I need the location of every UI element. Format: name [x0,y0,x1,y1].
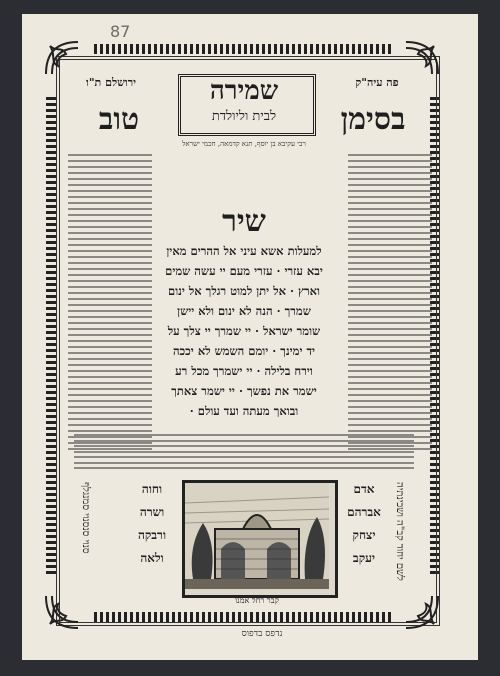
place-line-right: פה עיה"ק [355,76,399,89]
fine-print-line [348,358,432,360]
song-line: ישמר את נפשך · יי ישמר צאתך [171,384,317,398]
patriarch-name: יעקב [352,551,376,565]
tomb-illustration-icon [185,483,329,589]
fine-print-line [68,358,152,360]
fine-print-line [68,172,152,174]
document-sheet [22,14,478,660]
fine-print-line [68,184,152,186]
fine-print-line [348,394,432,396]
fine-print-line [68,292,152,294]
fine-print-line [348,226,432,228]
fine-print-line [348,376,432,378]
fine-print-line [68,220,152,222]
song-line: יד ימינך · יומם השמש לא יככה [172,344,316,358]
fine-print-line [348,316,432,318]
archive-pencil-number: 87 [110,22,131,41]
fine-print-line [348,250,432,252]
fine-print-line [68,316,152,318]
fine-print-line [348,160,432,162]
song-heading: שיר [222,204,266,239]
ornamental-border-top [94,44,394,54]
fine-print-line [74,456,414,458]
good-sign-right: בסימן [340,102,406,137]
fine-print-line [348,418,432,420]
fine-print-line [348,352,432,354]
fine-print-line [348,424,432,426]
fine-print-line [348,346,432,348]
fine-print-line [68,214,152,216]
patriarch-name: יצחק [352,528,376,542]
fine-print-line [68,376,152,378]
fine-print-line [68,160,152,162]
fine-print-line [348,268,432,270]
fine-print-line [348,178,432,180]
fine-print-line [68,424,152,426]
document-subtitle: לבית וליולדת [211,109,277,124]
fine-print-line [68,250,152,252]
fine-print-line [348,400,432,402]
fine-print-line [68,346,152,348]
fine-print-line [348,280,432,282]
fine-print-line [68,238,152,240]
song-line: שמרך · הנה לא ינום ולא יישן [177,304,311,318]
fine-print-line [348,238,432,240]
fine-print-line [68,364,152,366]
fine-print-line [68,322,152,324]
woodcut-caption: קבר רחל אמנו [235,596,279,605]
fine-print-line [348,262,432,264]
fine-print-line [74,445,414,447]
fine-print-line [348,154,432,156]
fine-print-line [68,382,152,384]
fine-print-line [348,388,432,390]
place-line-left: ירושלם ת"ו [86,76,136,89]
song-line: וירח בלילה · יי ישמרך מכל רע [175,364,313,378]
fine-print-line [68,286,152,288]
fine-print-line [74,434,414,436]
song-line: שומר ישראל · יי שמרך יי צלך על [167,324,321,338]
rachels-tomb-woodcut [182,480,338,598]
song-line: וארץ · אל יתן למוט רגלך אל ינום [168,284,320,298]
matriarch-name: ולאה [140,551,164,565]
patriarchs-list [344,482,384,566]
fine-print-line [68,334,152,336]
fine-print-line [68,340,152,342]
fine-print-line [68,190,152,192]
good-sign-left: טוב [98,102,140,137]
fine-print-line [348,292,432,294]
imprint-line: נדפס בדפוס [241,629,283,639]
fine-print-line [74,462,414,464]
song-line: יבא עזרי · עזרי מעם יי עשה שמים [165,264,323,278]
song-line: למעלות אשא עיני אל ההרים מאין [166,244,322,258]
fine-print-line [348,244,432,246]
fine-print-line [68,418,152,420]
fine-print-line [348,184,432,186]
matriarch-name: וחוה [141,482,163,496]
fine-print-line [348,304,432,306]
side-text-column-left [68,154,152,454]
fine-print-line [348,364,432,366]
fine-print-line [68,370,152,372]
matriarch-name: ושרה [139,505,165,519]
fine-print-line [348,370,432,372]
fine-print-line [348,412,432,414]
fine-print-line [348,340,432,342]
fine-print-block [74,434,414,472]
fine-print-line [348,430,432,432]
fine-print-line [68,412,152,414]
fine-print-line [348,298,432,300]
fine-print-line [68,166,152,168]
fine-print-line [68,202,152,204]
fine-print-line [348,214,432,216]
fine-print-line [348,208,432,210]
header-small-text: רבי עקיבא בן יוסף, תנא קדמאה, חכמי ישראל [182,140,306,148]
fine-print-line [348,274,432,276]
fine-print-line [68,298,152,300]
fine-print-line [348,172,432,174]
fine-print-line [68,232,152,234]
song-line: ובואך מעתה ועד עולם · [189,404,299,418]
document-title: שמירה [209,76,279,106]
fine-print-line [68,178,152,180]
fine-print-line [348,190,432,192]
corner-ornament-icon [42,592,82,632]
corner-ornament-icon [402,592,442,632]
fine-print-line [68,244,152,246]
fine-print-line [68,256,152,258]
fine-print-line [68,280,152,282]
fine-print-line [68,304,152,306]
fine-print-line [348,310,432,312]
ornamental-border-left [46,94,56,574]
fine-print-line [68,196,152,198]
fine-print-line [348,220,432,222]
fine-print-line [68,352,152,354]
fine-print-line [68,394,152,396]
fine-print-line [68,274,152,276]
fine-print-line [348,286,432,288]
patriarch-name: אברהם [347,505,381,519]
fine-print-line [348,256,432,258]
fine-print-line [348,196,432,198]
fine-print-line [68,268,152,270]
fine-print-line [68,400,152,402]
fine-print-line [348,334,432,336]
fine-print-line [348,202,432,204]
side-text-column-right [348,154,432,454]
corner-ornament-icon [402,38,442,78]
matriarchs-list [130,482,174,566]
fine-print-line [68,310,152,312]
fine-print-line [348,232,432,234]
fine-print-line [68,388,152,390]
fine-print-line [348,406,432,408]
corner-ornament-icon [42,38,82,78]
fine-print-line [74,440,414,442]
fine-print-line [68,430,152,432]
fine-print-line [68,226,152,228]
fine-print-line [348,166,432,168]
fine-print-line [348,382,432,384]
fine-print-line [68,328,152,330]
fine-print-line [68,154,152,156]
vertical-inscription-left: סנוי סנסנוי סמנגלף [80,482,91,554]
fine-print-line [68,208,152,210]
fine-print-line [348,322,432,324]
patriarch-name: אדם [353,482,375,496]
fine-print-line [68,262,152,264]
fine-print-line [74,467,414,469]
fine-print-line [348,328,432,330]
fine-print-line [74,451,414,453]
fine-print-line [68,406,152,408]
matriarch-name: ורבקה [137,528,167,542]
vertical-inscription-right: לשם יחוד קב"ה ושכינתיה [394,482,405,581]
